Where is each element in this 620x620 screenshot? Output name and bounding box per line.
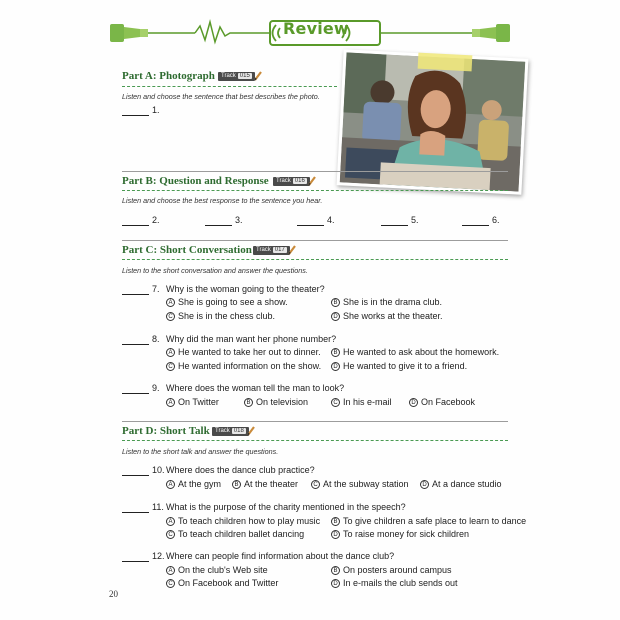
part-c-top-rule [122,240,508,241]
answer-blank-4[interactable] [297,225,324,226]
q7-option-d[interactable]: D She works at the theater. [331,311,443,321]
part-a-instruction: Listen and choose the sentence that best describes the photo. [122,92,320,101]
question-11-text: What is the purpose of the charity mentioned in the speech? [166,502,406,512]
track-017-badge[interactable]: Track 017 [253,246,290,255]
right-horn-body [480,27,496,39]
q8-option-c[interactable]: C He wanted information on the show. [166,361,321,371]
item-5-number: 5. [411,215,419,225]
answer-blank-1[interactable] [122,115,149,116]
q9-option-a[interactable]: A On Twitter [166,397,219,407]
left-horn-cap [110,24,124,42]
part-c-divider [122,259,508,260]
q7-option-b[interactable]: B She is in the drama club. [331,297,442,307]
part-d-title: Part D: Short Talk [122,425,210,437]
q10-option-a[interactable]: A At the gym [166,479,221,489]
question-10-text: Where does the dance club practice? [166,465,315,475]
q10-option-d[interactable]: D At a dance studio [420,479,502,489]
q8-option-a[interactable]: A He wanted to take her out to dinner. [166,347,321,357]
part-b-divider [122,190,508,191]
question-12-number: 12. [152,551,165,561]
pencil-icon [287,245,297,255]
answer-blank-3[interactable] [205,225,232,226]
item-1-number: 1. [152,105,160,115]
pencil-icon [253,71,263,81]
part-c-instruction: Listen to the short conversation and answer the questions. [122,266,308,275]
pencil-icon [307,176,317,186]
question-8-text: Why did the man want her phone number? [166,334,337,344]
part-b-top-rule [122,171,508,172]
answer-blank-11[interactable] [122,512,149,513]
answer-blank-8[interactable] [122,344,149,345]
answer-blank-12[interactable] [122,561,149,562]
q9-option-b[interactable]: B On television [244,397,308,407]
q7-option-c[interactable]: C She is in the chess club. [166,311,275,321]
question-9-text: Where does the woman tell the man to look? [166,383,345,393]
q11-option-d[interactable]: D To raise money for sick children [331,529,469,539]
q11-option-c[interactable]: C To teach children ballet dancing [166,529,304,539]
track-018-badge[interactable]: Track 018 [212,427,249,436]
q7-option-a[interactable]: A She is going to see a show. [166,297,288,307]
q12-option-c[interactable]: C On Facebook and Twitter [166,578,278,588]
item-3-number: 3. [235,215,243,225]
page-title: Review [283,19,349,38]
part-d-divider [122,440,508,441]
question-8-number: 8. [152,334,160,344]
track-015-badge[interactable]: Track 015 [218,72,255,81]
track-016-badge[interactable]: Track 016 [273,177,310,186]
item-6-number: 6. [492,215,500,225]
q12-option-d[interactable]: D In e-mails the club sends out [331,578,458,588]
answer-blank-6[interactable] [462,225,489,226]
answer-blank-10[interactable] [122,475,149,476]
question-7-text: Why is the woman going to the theater? [166,284,325,294]
question-12-text: Where can people find information about the dance club? [166,551,395,561]
answer-blank-2[interactable] [122,225,149,226]
part-a-title: Part A: Photograph [122,70,215,82]
answer-blank-9[interactable] [122,393,149,394]
q11-option-a[interactable]: A To teach children how to play music [166,516,320,526]
part-d-top-rule [122,421,508,422]
page-number: 20 [109,589,118,599]
question-11-number: 11. [152,502,164,512]
q12-option-b[interactable]: B On posters around campus [331,565,452,575]
question-9-number: 9. [152,383,160,393]
question-7-number: 7. [152,284,160,294]
part-b-title: Part B: Question and Response [122,175,269,187]
question-10-number: 10. [152,465,165,475]
right-horn-cap [496,24,510,42]
q8-option-b[interactable]: B He wanted to ask about the homework. [331,347,499,357]
q10-option-c[interactable]: C At the subway station [311,479,409,489]
photo-tape [418,53,473,72]
q9-option-c[interactable]: C In his e-mail [331,397,392,407]
part-c-title: Part C: Short Conversation [122,244,252,256]
part-a-divider [122,86,337,87]
answer-blank-5[interactable] [381,225,408,226]
q8-option-d[interactable]: D He wanted to give it to a friend. [331,361,467,371]
item-4-number: 4. [327,215,335,225]
item-2-number: 2. [152,215,160,225]
q11-option-b[interactable]: B To give children a safe place to learn to dance [331,516,526,526]
answer-blank-7[interactable] [122,294,149,295]
part-d-instruction: Listen to the short talk and answer the questions. [122,447,279,456]
q12-option-a[interactable]: A On the club's Web site [166,565,268,575]
part-b-instruction: Listen and choose the best response to the sentence you hear. [122,196,323,205]
left-horn-body [124,27,140,39]
classroom-photo [337,49,529,194]
q9-option-d[interactable]: D On Facebook [409,397,475,407]
pencil-icon [246,426,256,436]
sound-wave-icon [195,22,270,42]
q10-option-b[interactable]: B At the theater [232,479,298,489]
